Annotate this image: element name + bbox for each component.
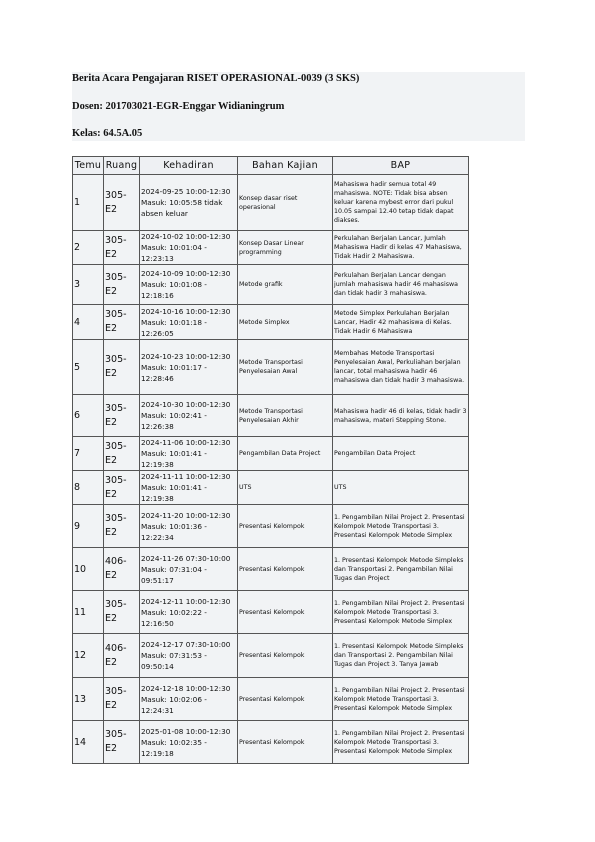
cell-kehadiran: 2025-01-08 10:00-12:30 Masuk: 10:02:35 - 12:19:18 (140, 721, 238, 764)
table-row (73, 265, 469, 305)
table-row (73, 591, 469, 634)
cell-bahan-kajian: Presentasi Kelompok (238, 721, 333, 764)
table-row (73, 340, 469, 395)
cell-bap: 1. Presentasi Kelompok Metode Simpleks dan Transportasi 2. Pengambilan Nilai Tugas dan Project 3. Tanya Jawab (333, 634, 469, 678)
cell-bahan-kajian: Metode Transportasi Penyelesaian Awal (238, 340, 333, 395)
cell-bahan-kajian: Metode Simplex (238, 305, 333, 340)
cell-temu: 2 (73, 231, 104, 265)
attendance-table (72, 156, 469, 764)
cell-ruang: 305-E2 (104, 591, 140, 634)
page-title: Berita Acara Pengajaran RISET OPERASIONAL-0039 (3 SKS) (72, 73, 360, 84)
cell-temu: 13 (73, 678, 104, 721)
cell-ruang: 406-E2 (104, 548, 140, 591)
cell-ruang: 305-E2 (104, 395, 140, 437)
cell-temu: 1 (73, 175, 104, 231)
table-row (73, 634, 469, 678)
cell-kehadiran: 2024-12-17 07:30-10:00 Masuk: 07:31:53 - 09:50:14 (140, 634, 238, 678)
cell-bahan-kajian: Konsep dasar riset operasional (238, 175, 333, 231)
cell-ruang: 305-E2 (104, 340, 140, 395)
cell-kehadiran: 2024-10-23 10:00-12:30 Masuk: 10:01:17 - 12:28:46 (140, 340, 238, 395)
cell-bap: Perkulahan Berjalan Lancar, Jumlah Mahasiswa Hadir di kelas 47 Mahasiswa, Tidak Hadir 2 Mahasiswa. (333, 231, 469, 265)
cell-kehadiran: 2024-12-11 10:00-12:30 Masuk: 10:02:22 - 12:16:50 (140, 591, 238, 634)
cell-kehadiran: 2024-12-18 10:00-12:30 Masuk: 10:02:06 - 12:24:31 (140, 678, 238, 721)
cell-kehadiran: 2024-11-20 10:00-12:30 Masuk: 10:01:36 - 12:22:34 (140, 505, 238, 548)
cell-bahan-kajian: Metode Transportasi Penyelesaian Akhir (238, 395, 333, 437)
cell-bap: 1. Pengambilan Nilai Project 2. Presentasi Kelompok Metode Transportasi 3. Presentasi Kelompok Metode Simplex (333, 591, 469, 634)
cell-ruang: 305-E2 (104, 305, 140, 340)
cell-temu: 4 (73, 305, 104, 340)
cell-ruang: 305-E2 (104, 231, 140, 265)
table-row (73, 231, 469, 265)
cell-bap: UTS (333, 471, 469, 505)
cell-bahan-kajian: Presentasi Kelompok (238, 548, 333, 591)
cell-temu: 14 (73, 721, 104, 764)
cell-bap: Membahas Metode Transportasi Penyelesaian Awal, Perkuliahan berjalan lancar, total mahasiswa hadir 46 mahasiswa dan tidak hadir 3 mahasiswa. (333, 340, 469, 395)
cell-kehadiran: 2024-10-09 10:00-12:30 Masuk: 10:01:08 - 12:18:16 (140, 265, 238, 305)
cell-bahan-kajian: Presentasi Kelompok (238, 505, 333, 548)
cell-temu: 9 (73, 505, 104, 548)
cell-bap: Pengambilan Data Project (333, 437, 469, 471)
cell-bap: Mahasiswa hadir semua total 49 mahasiswa. NOTE: Tidak bisa absen keluar karena mybest error dari pukul 10.05 sampai 12.40 tetap tidak dapat diakses. (333, 175, 469, 231)
cell-kehadiran: 2024-10-30 10:00-12:30 Masuk: 10:02:41 - 12:26:38 (140, 395, 238, 437)
cell-ruang: 305-E2 (104, 678, 140, 721)
cell-bap: 1. Pengambilan Nilai Project 2. Presentasi Kelompok Metode Transportasi 3. Presentasi Kelompok Metode Simplex (333, 678, 469, 721)
table-header-row (73, 157, 469, 175)
cell-bap: 1. Presentasi Kelompok Metode Simpleks dan Transportasi 2. Pengambilan Nilai Tugas dan Project (333, 548, 469, 591)
cell-temu: 5 (73, 340, 104, 395)
table-row (73, 395, 469, 437)
cell-ruang: 305-E2 (104, 721, 140, 764)
cell-kehadiran: 2024-10-02 10:00-12:30 Masuk: 10:01:04 - 12:23:13 (140, 231, 238, 265)
cell-kehadiran: 2024-11-11 10:00-12:30 Masuk: 10:01:41 - 12:19:38 (140, 471, 238, 505)
cell-temu: 3 (73, 265, 104, 305)
cell-kehadiran: 2024-09-25 10:00-12:30 Masuk: 10:05:58 tidak absen keluar (140, 175, 238, 231)
cell-bahan-kajian: Metode grafik (238, 265, 333, 305)
cell-temu: 7 (73, 437, 104, 471)
cell-bahan-kajian: Pengambilan Data Project (238, 437, 333, 471)
cell-bap: Mahasiswa hadir 46 di kelas, tidak hadir 3 mahasiswa, materi Stepping Stone. (333, 395, 469, 437)
cell-bap: 1. Pengambilan Nilai Project 2. Presentasi Kelompok Metode Transportasi 3. Presentasi Kelompok Metode Simplex (333, 505, 469, 548)
cell-ruang: 305-E2 (104, 437, 140, 471)
table-row (73, 305, 469, 340)
col-header-bap: BAP (333, 157, 469, 175)
table-row (73, 437, 469, 471)
cell-bahan-kajian: UTS (238, 471, 333, 505)
cell-ruang: 305-E2 (104, 175, 140, 231)
cell-kehadiran: 2024-11-26 07:30-10:00 Masuk: 07:31:04 - 09:51:17 (140, 548, 238, 591)
cell-bahan-kajian: Presentasi Kelompok (238, 591, 333, 634)
cell-bap: 1. Pengambilan Nilai Project 2. Presentasi Kelompok Metode Transportasi 3. Presentasi Kelompok Metode Simplex (333, 721, 469, 764)
cell-temu: 12 (73, 634, 104, 678)
cell-ruang: 305-E2 (104, 505, 140, 548)
cell-bahan-kajian: Presentasi Kelompok (238, 634, 333, 678)
table-row (73, 678, 469, 721)
table-row (73, 505, 469, 548)
col-header-ruang: Ruang (104, 157, 140, 175)
table-row (73, 471, 469, 505)
cell-temu: 10 (73, 548, 104, 591)
cell-bap: Metode Simplex Perkulahan Berjalan Lancar, Hadir 42 mahasiswa di Kelas. Tidak Hadir 6 Mahasiswa (333, 305, 469, 340)
table-row (73, 721, 469, 764)
cell-bahan-kajian: Presentasi Kelompok (238, 678, 333, 721)
cell-ruang: 305-E2 (104, 265, 140, 305)
cell-bap: Perkulahan Berjalan Lancar dengan jumlah mahasiswa hadir 46 mahasiswa dan tidak hadir 3 mahasiswa. (333, 265, 469, 305)
col-header-bahan-kajian: Bahan Kajian (238, 157, 333, 175)
col-header-kehadiran: Kehadiran (140, 157, 238, 175)
table-row (73, 175, 469, 231)
cell-temu: 8 (73, 471, 104, 505)
cell-temu: 6 (73, 395, 104, 437)
lecturer-info: Dosen: 201703021-EGR-Enggar Widianingrum (72, 101, 285, 112)
cell-ruang: 406-E2 (104, 634, 140, 678)
col-header-temu: Temu (73, 157, 104, 175)
cell-bahan-kajian: Konsep Dasar Linear programming (238, 231, 333, 265)
cell-ruang: 305-E2 (104, 471, 140, 505)
table-row (73, 548, 469, 591)
cell-kehadiran: 2024-11-06 10:00-12:30 Masuk: 10:01:41 - 12:19:38 (140, 437, 238, 471)
cell-temu: 11 (73, 591, 104, 634)
cell-kehadiran: 2024-10-16 10:00-12:30 Masuk: 10:01:18 - 12:26:05 (140, 305, 238, 340)
class-info: Kelas: 64.5A.05 (72, 128, 143, 139)
